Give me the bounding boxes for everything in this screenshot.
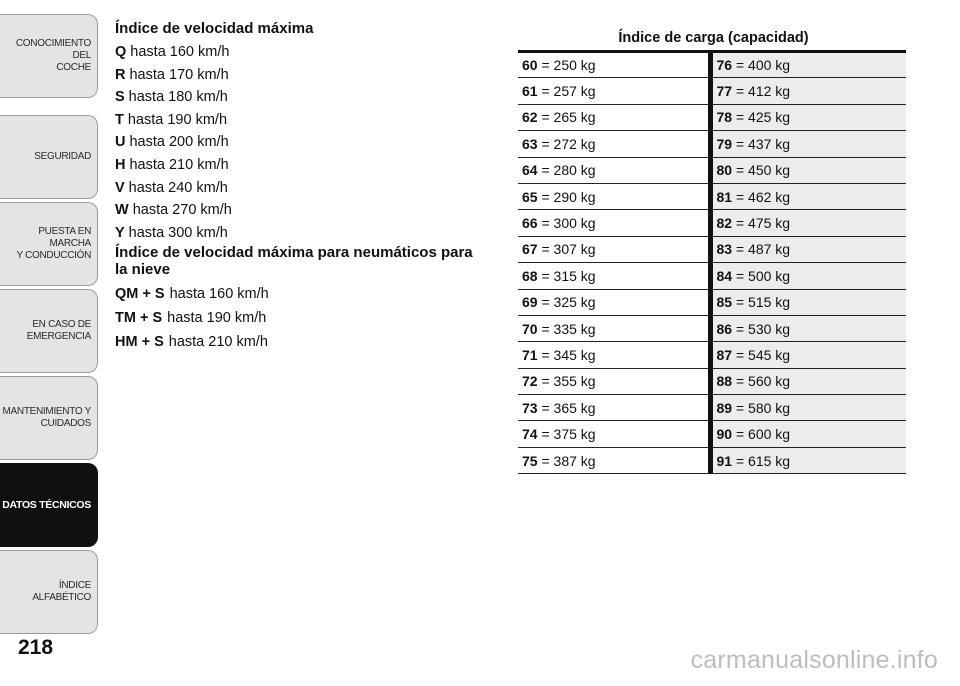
speed-index-item-code: W: [115, 202, 129, 219]
speed-index-item: [115, 222, 485, 245]
load-index-code: 88: [716, 373, 733, 390]
load-index-code: 69: [522, 294, 538, 311]
load-index-value: = 462 kg: [735, 188, 791, 205]
load-index-row: [518, 131, 906, 157]
speed-index-item-code: R: [115, 66, 126, 83]
load-index-code: 74: [522, 426, 538, 443]
load-index-row: [518, 395, 906, 421]
load-index-cell: [518, 421, 710, 447]
load-index-row: [518, 342, 906, 368]
speed-index-item: [115, 154, 485, 177]
load-index-value: = 560 kg: [735, 373, 791, 390]
load-index-code: 84: [716, 267, 733, 284]
load-index-cell: [518, 157, 710, 183]
load-index-cell: [518, 104, 710, 130]
load-index-value: = 425 kg: [735, 109, 791, 126]
load-index-value: = 345 kg: [541, 346, 596, 363]
speed-index-item: [115, 199, 485, 222]
load-index-cell: [518, 236, 710, 262]
load-index-code: 64: [522, 162, 538, 179]
load-index-cell: [710, 368, 906, 394]
load-index-code: 68: [522, 267, 538, 284]
load-index-value: = 280 kg: [541, 162, 596, 179]
load-index-row: [518, 447, 906, 473]
tab-datos-tecnicos[interactable]: DATOS TÉCNICOS: [0, 463, 98, 547]
speed-index-item-text: hasta 210 km/h: [129, 156, 229, 173]
load-index-cell: [710, 52, 906, 78]
load-index-value: = 375 kg: [541, 426, 596, 443]
load-index-code: 70: [522, 320, 538, 337]
snow-index-item: [115, 282, 485, 306]
load-index-value: = 250 kg: [541, 57, 596, 74]
load-index-value: = 300 kg: [541, 215, 596, 232]
load-index-row: [518, 210, 906, 236]
load-index-cell: [518, 183, 710, 209]
load-index-row: [518, 421, 906, 447]
load-index-cell: [710, 104, 906, 130]
speed-index-item-code: T: [115, 111, 124, 128]
load-index-cell: [710, 131, 906, 157]
load-index-cell: [710, 395, 906, 421]
load-index-code: 75: [522, 452, 538, 469]
speed-index-item: [115, 41, 485, 64]
load-index-cell: [518, 52, 710, 78]
tab-puesta-en-marcha[interactable]: PUESTA EN MARCHA Y CONDUCCIÓN: [0, 202, 98, 286]
load-index-row: [518, 104, 906, 130]
speed-index-item-text: hasta 160 km/h: [130, 44, 230, 60]
load-index-code: 83: [716, 241, 733, 258]
load-index-code: 61: [522, 83, 538, 100]
load-index-cell: [518, 263, 710, 289]
load-index-code: 73: [522, 399, 538, 416]
chapter-sidebar: [0, 0, 101, 640]
load-index-value: = 257 kg: [541, 83, 596, 100]
speed-index-section: [115, 20, 485, 354]
load-index-row: [518, 157, 906, 183]
load-index-cell: [710, 236, 906, 262]
tab-mantenimiento[interactable]: MANTENIMIENTO Y CUIDADOS: [0, 376, 98, 460]
load-index-cell: [710, 263, 906, 289]
load-index-code: 78: [716, 109, 733, 126]
load-index-row: [518, 315, 906, 341]
load-index-code: 72: [522, 373, 538, 390]
load-index-cell: [518, 315, 710, 341]
speed-index-item-code: V: [115, 179, 125, 196]
load-index-value: = 335 kg: [541, 320, 596, 337]
load-index-row: [518, 368, 906, 394]
load-index-cell: [710, 447, 906, 473]
load-index-row: [518, 263, 906, 289]
load-index-value: = 500 kg: [735, 267, 791, 284]
speed-index-item-code: Q: [115, 44, 127, 60]
load-index-cell: [518, 342, 710, 368]
load-index-code: 62: [522, 109, 538, 126]
watermark: carmanualsonline.info: [690, 646, 938, 674]
load-index-code: 71: [522, 346, 538, 363]
load-index-value: = 265 kg: [541, 109, 596, 126]
load-index-table: [518, 50, 906, 474]
load-index-cell: [710, 421, 906, 447]
load-index-cell: [710, 183, 906, 209]
load-index-value: = 475 kg: [735, 215, 791, 232]
speed-index-item-text: hasta 180 km/h: [128, 89, 228, 106]
tab-seguridad[interactable]: SEGURIDAD: [0, 115, 98, 199]
load-index-value: = 400 kg: [735, 57, 791, 74]
speed-index-item-code: S: [115, 89, 125, 106]
load-index-code: 85: [716, 294, 733, 311]
load-index-code: 77: [716, 83, 733, 100]
load-index-value: = 600 kg: [735, 426, 791, 443]
load-index-cell: [710, 157, 906, 183]
load-index-value: = 272 kg: [541, 135, 596, 152]
load-index-cell: [518, 131, 710, 157]
snow-speed-index-list: [115, 282, 485, 354]
load-index-value: = 307 kg: [541, 241, 596, 258]
snow-index-item-code: HM + S: [115, 334, 164, 351]
load-index-cell: [710, 342, 906, 368]
load-index-value: = 412 kg: [735, 83, 791, 100]
snow-speed-index-title: Índice de velocidad máxima para neumáticos para la nieve: [115, 244, 473, 279]
speed-index-item-text: hasta 200 km/h: [129, 134, 229, 151]
speed-index-item: [115, 177, 485, 200]
load-index-value: = 290 kg: [541, 188, 596, 205]
load-index-cell: [710, 289, 906, 315]
load-index-cell: [710, 315, 906, 341]
page-number: 218: [18, 636, 54, 659]
speed-index-item-text: hasta 190 km/h: [127, 111, 228, 128]
load-index-row: [518, 236, 906, 262]
load-index-cell: [518, 368, 710, 394]
load-index-cell: [518, 210, 710, 236]
speed-index-item-text: hasta 240 km/h: [128, 179, 228, 196]
speed-index-list: [115, 41, 485, 244]
load-index-value: = 387 kg: [541, 452, 596, 469]
load-index-code: 80: [716, 162, 733, 179]
load-index-cell: [518, 395, 710, 421]
speed-index-item-code: Y: [115, 224, 125, 241]
load-index-row: [518, 52, 906, 78]
load-index-value: = 580 kg: [735, 399, 791, 416]
load-index-cell: [710, 210, 906, 236]
load-index-value: = 615 kg: [735, 452, 791, 469]
snow-index-item-code: QM + S: [115, 286, 165, 303]
speed-index-item-text: hasta 300 km/h: [128, 224, 228, 241]
load-index-title: Índice de carga (capacidad): [618, 30, 809, 46]
speed-index-item: [115, 109, 485, 132]
snow-index-item-text: hasta 210 km/h: [168, 334, 268, 351]
load-index-code: 86: [716, 320, 733, 337]
load-index-code: 89: [716, 399, 733, 416]
load-index-code: 60: [522, 57, 538, 74]
snow-index-item-text: hasta 160 km/h: [169, 286, 269, 303]
load-index-value: = 530 kg: [735, 320, 791, 337]
load-index-code: 90: [716, 426, 733, 443]
snow-index-item: [115, 306, 485, 330]
load-index-code: 91: [716, 452, 733, 469]
load-index-code: 87: [716, 346, 733, 363]
load-index-cell: [518, 289, 710, 315]
speed-index-item: [115, 86, 485, 109]
load-index-code: 76: [716, 57, 733, 74]
load-index-code: 63: [522, 135, 538, 152]
load-index-code: 82: [716, 215, 733, 232]
tab-en-caso-de-emergencia[interactable]: EN CASO DE EMERGENCIA: [0, 289, 98, 373]
speed-index-item-text: hasta 170 km/h: [129, 66, 229, 83]
load-index-value: = 325 kg: [541, 294, 596, 311]
load-index-row: [518, 78, 906, 104]
load-index-value: = 365 kg: [541, 399, 596, 416]
speed-index-item-code: U: [115, 134, 126, 151]
load-index-row: [518, 183, 906, 209]
load-index-code: 79: [716, 135, 733, 152]
load-index-value: = 545 kg: [735, 346, 791, 363]
load-index-value: = 437 kg: [735, 135, 791, 152]
load-index-cell: [518, 447, 710, 473]
speed-index-item: [115, 64, 485, 87]
tab-conocimiento-del-coche[interactable]: CONOCIMIENTO DEL COCHE: [0, 14, 98, 98]
tab-indice-alfabetico[interactable]: ÍNDICE ALFABÉTICO: [0, 550, 98, 634]
snow-index-item: [115, 330, 485, 354]
load-index-value: = 487 kg: [735, 241, 791, 258]
load-index-value: = 315 kg: [541, 267, 596, 284]
speed-index-item-text: hasta 270 km/h: [132, 202, 232, 219]
load-index-cell: [518, 78, 710, 104]
load-index-cell: [710, 78, 906, 104]
snow-index-item-text: hasta 190 km/h: [167, 310, 267, 327]
load-index-code: 66: [522, 215, 538, 232]
speed-index-item-code: H: [115, 156, 126, 173]
load-index-value: = 450 kg: [735, 162, 791, 179]
load-index-code: 81: [716, 188, 733, 205]
load-index-value: = 355 kg: [541, 373, 596, 390]
speed-index-item: [115, 131, 485, 154]
load-index-code: 65: [522, 188, 538, 205]
speed-index-title: Índice de velocidad máxima: [115, 20, 314, 37]
load-index-section: [518, 28, 906, 474]
load-index-row: [518, 289, 906, 315]
load-index-value: = 515 kg: [735, 294, 791, 311]
snow-index-item-code: TM + S: [115, 310, 163, 327]
load-index-code: 67: [522, 241, 538, 258]
